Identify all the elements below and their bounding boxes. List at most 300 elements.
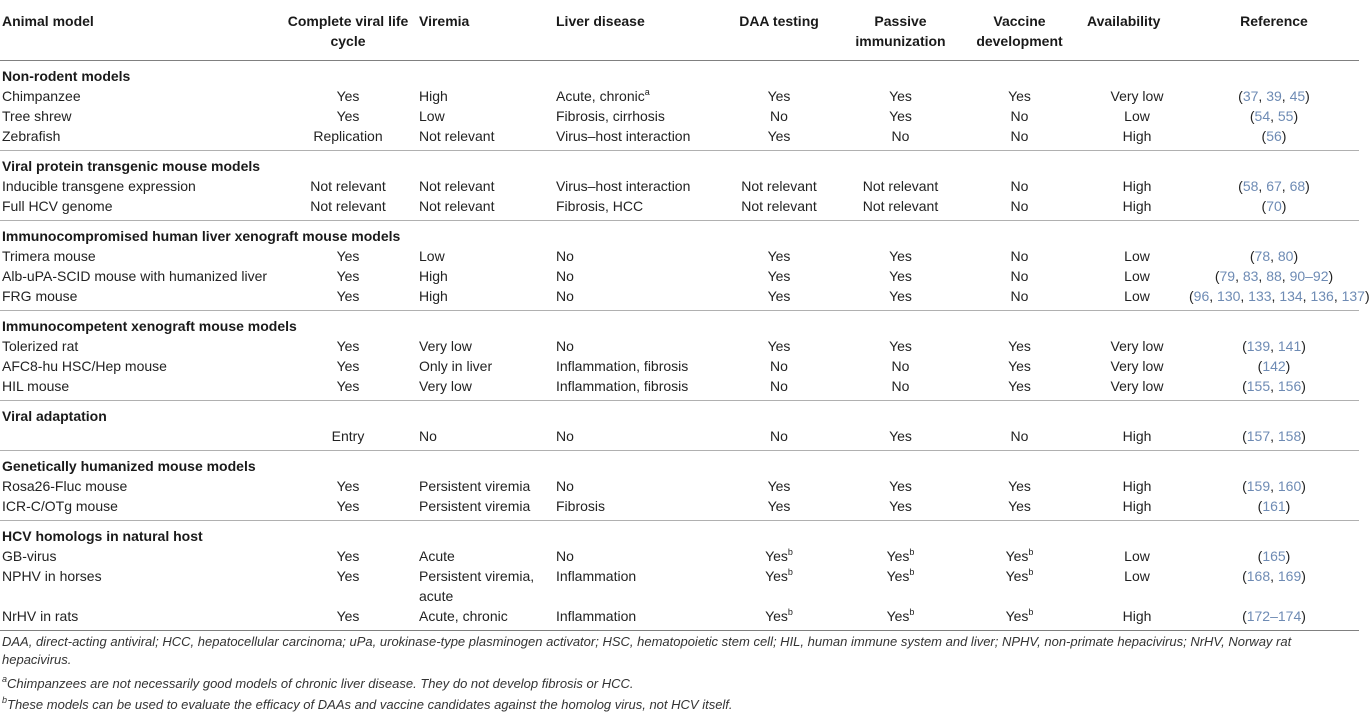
section-header-row <box>0 521 1359 547</box>
cell-reference: (157, 158) <box>1187 426 1359 451</box>
cell-passive-immunization-text: Yes <box>889 428 912 444</box>
cell-passive-immunization <box>847 426 952 451</box>
reference-separator: , <box>1281 178 1290 194</box>
cell-viremia <box>417 286 554 311</box>
reference-link[interactable]: 168 <box>1246 568 1271 584</box>
cell-complete-viral-life-cycle-text: Yes <box>336 568 360 584</box>
cell-animal-model <box>0 246 277 266</box>
section-header-row <box>0 221 1359 247</box>
cell-availability <box>1085 476 1187 496</box>
reference-link[interactable]: 155 <box>1246 378 1271 394</box>
cell-passive-immunization-text: Not relevant <box>862 178 939 194</box>
cell-daa-testing-text: Yes <box>767 248 791 264</box>
table-row <box>0 476 1359 496</box>
cell-passive-immunization-text: Yes <box>889 478 912 494</box>
cell-availability <box>1085 106 1187 126</box>
footnote-mark: b <box>787 567 793 577</box>
reference-link[interactable]: 79 <box>1219 268 1236 284</box>
cell-liver-disease-text: Inflammation <box>556 568 637 584</box>
cell-availability <box>1085 336 1187 356</box>
cell-availability-text: High <box>1122 178 1152 194</box>
reference-link[interactable]: 157 <box>1246 428 1271 444</box>
section-title: HCV homologs in natural host <box>2 528 203 544</box>
cell-daa-testing <box>709 176 847 196</box>
cell-availability <box>1085 126 1187 151</box>
cell-daa-testing <box>709 356 847 376</box>
footnote-mark: b <box>1028 607 1034 617</box>
reference-separator: , <box>1333 288 1342 304</box>
cell-animal-model-text: Trimera mouse <box>2 248 96 264</box>
cell-vaccine-development-text: No <box>1010 128 1029 144</box>
cell-reference: (142) <box>1257 358 1291 374</box>
cell-reference: (79, 83, 88, 90–92) <box>1214 268 1334 284</box>
cell-complete-viral-life-cycle <box>277 286 417 311</box>
reference-link[interactable]: 130 <box>1217 288 1241 304</box>
cell-vaccine-development-text: Yes <box>1008 358 1031 374</box>
cell-passive-immunization-text: Yes <box>889 338 912 354</box>
cell-liver-disease <box>554 356 709 376</box>
cell-daa-testing-text: No <box>770 358 788 374</box>
cell-vaccine-development-text: No <box>1010 108 1029 124</box>
cell-vaccine-development <box>952 286 1085 311</box>
footnote-abbreviations: DAA, direct-acting antiviral; HCC, hepatocellular carcinoma; uPa, urokinase-type plasminogen activator; HSC, hematopoietic stem cell; HIL, human immune system and liver; NPHV, non-primate hepacivirus; NrHV, Norway rat hepacivirus. <box>2 634 1292 667</box>
cell-animal-model-text: Chimpanzee <box>2 88 81 104</box>
reference-link[interactable]: 158 <box>1277 428 1302 444</box>
cell-viremia <box>417 546 554 566</box>
cell-vaccine-development <box>952 476 1085 496</box>
cell-passive-immunization <box>847 126 952 151</box>
cell-viremia <box>417 176 554 196</box>
cell-viremia-text: Persistent viremia, acute <box>419 568 535 604</box>
reference-link[interactable]: 55 <box>1277 108 1294 124</box>
cell-vaccine-development-text: Yes <box>1008 338 1031 354</box>
cell-complete-viral-life-cycle <box>277 336 417 356</box>
cell-vaccine-development-text: Yes <box>1005 608 1029 624</box>
reference-separator: , <box>1258 268 1267 284</box>
reference-separator: , <box>1209 288 1218 304</box>
reference-link[interactable]: 45 <box>1289 88 1306 104</box>
cell-daa-testing <box>709 286 847 311</box>
cell-complete-viral-life-cycle-text: Yes <box>336 358 360 374</box>
table-row <box>0 606 1359 631</box>
cell-vaccine-development <box>952 376 1085 401</box>
cell-liver-disease-text: No <box>556 288 574 304</box>
cell-reference: (37, 39, 45) <box>1238 88 1310 104</box>
cell-passive-immunization <box>847 106 952 126</box>
cell-vaccine-development <box>952 246 1085 266</box>
footnote-mark: b <box>909 607 915 617</box>
cell-animal-model <box>0 496 277 521</box>
cell-passive-immunization <box>847 566 952 606</box>
reference-separator: , <box>1270 108 1278 124</box>
cell-passive-immunization <box>847 196 952 221</box>
table-body <box>0 61 1370 631</box>
cell-liver-disease-text: Fibrosis <box>556 498 606 514</box>
cell-viremia <box>417 86 554 106</box>
cell-vaccine-development-text: No <box>1010 198 1029 214</box>
cell-vaccine-development-text: No <box>1010 178 1029 194</box>
cell-availability-text: Low <box>1124 568 1150 584</box>
table-footnotes <box>0 631 1359 714</box>
cell-animal-model <box>0 546 277 566</box>
reference-link[interactable]: 67 <box>1266 178 1282 194</box>
reference-separator: , <box>1281 268 1290 284</box>
cell-animal-model-text: Alb-uPA-SCID mouse with humanized liver <box>2 268 268 284</box>
cell-animal-model <box>0 356 277 376</box>
cell-viremia-text: High <box>419 268 448 284</box>
cell-complete-viral-life-cycle <box>277 566 417 606</box>
reference-link[interactable]: 134 <box>1279 288 1303 304</box>
cell-animal-model-text: Full HCV genome <box>2 198 113 214</box>
cell-liver-disease <box>554 86 709 106</box>
table-row <box>0 336 1359 356</box>
cell-viremia-text: Only in liver <box>419 358 493 374</box>
cell-passive-immunization-text: No <box>891 128 910 144</box>
cell-liver-disease-text: Acute, chronic <box>556 88 645 104</box>
cell-daa-testing-text: Yes <box>765 568 788 584</box>
cell-passive-immunization-text: Yes <box>889 498 912 514</box>
cell-viremia-text: Very low <box>419 378 472 394</box>
reference-link[interactable]: 70 <box>1266 198 1282 214</box>
cell-animal-model <box>0 336 277 356</box>
cell-liver-disease <box>554 126 709 151</box>
cell-vaccine-development-text: Yes <box>1005 568 1029 584</box>
reference-link[interactable]: 80 <box>1277 248 1294 264</box>
cell-complete-viral-life-cycle <box>277 266 417 286</box>
reference-link[interactable]: 169 <box>1277 568 1302 584</box>
reference-link[interactable]: 88 <box>1266 268 1282 284</box>
reference-link[interactable]: 159 <box>1246 478 1271 494</box>
cell-animal-model <box>0 196 277 221</box>
cell-passive-immunization <box>847 246 952 266</box>
cell-vaccine-development <box>952 176 1085 196</box>
cell-passive-immunization <box>847 546 952 566</box>
cell-complete-viral-life-cycle-text: Yes <box>336 478 360 494</box>
cell-vaccine-development-text: Yes <box>1008 88 1031 104</box>
cell-liver-disease-text: Virus–host interaction <box>556 178 691 194</box>
table-row <box>0 126 1359 151</box>
cell-viremia-text: Not relevant <box>419 128 495 144</box>
cell-availability-text: Very low <box>1110 338 1164 354</box>
section-title: Viral protein transgenic mouse models <box>2 158 261 174</box>
cell-daa-testing <box>709 546 847 566</box>
table-header-row <box>0 0 1359 61</box>
cell-complete-viral-life-cycle-text: Not relevant <box>310 198 386 214</box>
footnote-mark: b <box>1028 567 1034 577</box>
cell-liver-disease <box>554 376 709 401</box>
cell-daa-testing <box>709 566 847 606</box>
reference-link[interactable]: 160 <box>1277 478 1302 494</box>
cell-availability-text: Low <box>1124 268 1150 284</box>
cell-passive-immunization <box>847 476 952 496</box>
cell-passive-immunization <box>847 86 952 106</box>
reference-link[interactable]: 137 <box>1341 288 1365 304</box>
cell-daa-testing-text: Yes <box>765 608 788 624</box>
footnote-a <box>2 675 1359 693</box>
cell-passive-immunization <box>847 266 952 286</box>
cell-liver-disease-text: Inflammation, fibrosis <box>556 378 689 394</box>
cell-liver-disease-text: Inflammation <box>556 608 637 624</box>
cell-availability-text: Low <box>1124 288 1150 304</box>
cell-passive-immunization-text: Yes <box>889 288 912 304</box>
table-row <box>0 86 1359 106</box>
table-row <box>0 266 1359 286</box>
header-animal-model: Animal model <box>0 0 277 61</box>
cell-animal-model-text: Tree shrew <box>2 108 72 124</box>
cell-passive-immunization <box>847 356 952 376</box>
cell-availability <box>1085 266 1187 286</box>
cell-animal-model <box>0 426 277 451</box>
cell-passive-immunization-text: Yes <box>886 548 910 564</box>
cell-complete-viral-life-cycle-text: Yes <box>336 548 360 564</box>
cell-complete-viral-life-cycle-text: Not relevant <box>310 178 386 194</box>
cell-passive-immunization-text: No <box>891 378 910 394</box>
table-row <box>0 546 1359 566</box>
reference-link[interactable]: 142 <box>1262 358 1286 374</box>
cell-liver-disease-text: Fibrosis, cirrhosis <box>556 108 665 124</box>
cell-viremia <box>417 336 554 356</box>
reference-link[interactable]: 165 <box>1262 548 1286 564</box>
cell-liver-disease-text: No <box>556 338 574 354</box>
section-title: Non-rodent models <box>2 68 131 84</box>
cell-daa-testing <box>709 126 847 151</box>
cell-availability-text: Very low <box>1110 88 1164 104</box>
cell-passive-immunization-text: Yes <box>889 268 912 284</box>
cell-complete-viral-life-cycle <box>277 126 417 151</box>
reference-link[interactable]: 68 <box>1289 178 1306 194</box>
cell-animal-model <box>0 176 277 196</box>
cell-liver-disease <box>554 176 709 196</box>
cell-reference: (70) <box>1187 196 1359 221</box>
table-row <box>0 106 1359 126</box>
cell-daa-testing-text: Yes <box>767 498 791 514</box>
cell-passive-immunization-text: Not relevant <box>862 198 939 214</box>
cell-liver-disease <box>554 196 709 221</box>
cell-animal-model <box>0 86 277 106</box>
cell-complete-viral-life-cycle-text: Yes <box>336 248 360 264</box>
reference-separator: , <box>1240 288 1249 304</box>
table-row <box>0 376 1359 401</box>
reference-separator: , <box>1235 268 1243 284</box>
cell-animal-model-text: FRG mouse <box>2 288 78 304</box>
footnote-a-mark: a <box>2 674 8 684</box>
cell-reference: (161) <box>1187 496 1359 521</box>
cell-vaccine-development <box>952 336 1085 356</box>
cell-daa-testing-text: No <box>770 108 788 124</box>
cell-vaccine-development <box>952 196 1085 221</box>
cell-viremia-text: Persistent viremia <box>419 478 531 494</box>
table-row <box>0 356 1359 376</box>
cell-viremia <box>417 376 554 401</box>
reference-separator: , <box>1258 178 1267 194</box>
reference-link[interactable]: 90–92 <box>1289 268 1329 284</box>
cell-animal-model <box>0 106 277 126</box>
cell-reference: (58, 67, 68) <box>1238 178 1310 194</box>
cell-daa-testing <box>709 86 847 106</box>
footnote-b-mark: b <box>2 695 8 705</box>
cell-viremia-text: High <box>419 288 448 304</box>
table-row <box>0 196 1359 221</box>
cell-vaccine-development <box>952 496 1085 521</box>
cell-liver-disease-text: Virus–host interaction <box>556 128 691 144</box>
cell-liver-disease-text: No <box>556 548 574 564</box>
footnote-mark: b <box>909 547 915 557</box>
reference-link[interactable]: 96 <box>1193 288 1210 304</box>
cell-vaccine-development <box>952 86 1085 106</box>
cell-vaccine-development <box>952 356 1085 376</box>
cell-passive-immunization <box>847 376 952 401</box>
cell-availability <box>1085 546 1187 566</box>
cell-animal-model <box>0 376 277 401</box>
cell-availability <box>1085 356 1187 376</box>
reference-link[interactable]: 37 <box>1242 88 1259 104</box>
cell-daa-testing <box>709 496 847 521</box>
cell-animal-model-text: AFC8-hu HSC/Hep mouse <box>2 358 167 374</box>
cell-viremia <box>417 426 554 451</box>
cell-viremia <box>417 356 554 376</box>
cell-liver-disease <box>554 336 709 356</box>
cell-animal-model-text: Zebrafish <box>2 128 61 144</box>
cell-availability <box>1085 566 1187 606</box>
cell-vaccine-development-text: No <box>1010 288 1029 304</box>
reference-separator: , <box>1281 88 1290 104</box>
section-header-row <box>0 401 1359 427</box>
cell-availability <box>1085 196 1187 221</box>
cell-viremia <box>417 126 554 151</box>
section-header-row <box>0 61 1359 87</box>
reference-link[interactable]: 54 <box>1254 108 1271 124</box>
cell-animal-model-text: ICR-C/OTg mouse <box>2 498 118 514</box>
cell-viremia <box>417 246 554 266</box>
cell-animal-model-text: HIL mouse <box>2 378 70 394</box>
cell-availability-text: High <box>1122 428 1152 444</box>
cell-vaccine-development <box>952 566 1085 606</box>
cell-passive-immunization-text: Yes <box>886 568 910 584</box>
cell-availability-text: Low <box>1124 548 1150 564</box>
cell-daa-testing-text: Yes <box>767 88 791 104</box>
cell-viremia-text: Not relevant <box>419 178 495 194</box>
table-row <box>0 496 1359 521</box>
cell-complete-viral-life-cycle <box>277 606 417 631</box>
cell-viremia <box>417 196 554 221</box>
footnote-a-text: Chimpanzees are not necessarily good models of chronic liver disease. They do not develop fibrosis or HCC. <box>7 676 634 691</box>
cell-passive-immunization-text: Yes <box>889 108 912 124</box>
reference-separator: , <box>1270 428 1278 444</box>
cell-liver-disease-text: No <box>556 478 574 494</box>
section-title: Immunocompetent xenograft mouse models <box>2 318 297 334</box>
cell-passive-immunization <box>847 286 952 311</box>
cell-availability-text: Low <box>1124 108 1150 124</box>
header-viremia: Viremia <box>417 0 554 61</box>
cell-vaccine-development-text: No <box>1010 268 1029 284</box>
reference-link[interactable]: 78 <box>1254 248 1271 264</box>
cell-complete-viral-life-cycle <box>277 196 417 221</box>
reference-link[interactable]: 58 <box>1242 178 1259 194</box>
cell-daa-testing-text: No <box>770 378 788 394</box>
cell-passive-immunization <box>847 496 952 521</box>
cell-vaccine-development-text: Yes <box>1008 378 1031 394</box>
cell-vaccine-development-text: No <box>1010 428 1029 444</box>
cell-complete-viral-life-cycle-text: Yes <box>336 338 360 354</box>
cell-daa-testing-text: Yes <box>767 478 791 494</box>
cell-availability <box>1085 86 1187 106</box>
cell-passive-immunization-text: Yes <box>889 248 912 264</box>
cell-complete-viral-life-cycle <box>277 546 417 566</box>
cell-passive-immunization-text: Yes <box>886 608 910 624</box>
cell-animal-model-text: Rosa26-Fluc mouse <box>2 478 128 494</box>
header-reference: Reference <box>1187 0 1359 61</box>
cell-availability <box>1085 496 1187 521</box>
reference-link[interactable]: 39 <box>1266 88 1282 104</box>
cell-reference: (96, 130, 133, 134, 136, 137) <box>1187 286 1359 311</box>
cell-viremia <box>417 266 554 286</box>
reference-separator: , <box>1270 378 1278 394</box>
reference-link[interactable]: 156 <box>1277 378 1302 394</box>
reference-link[interactable]: 139 <box>1246 338 1271 354</box>
cell-complete-viral-life-cycle <box>277 476 417 496</box>
table-row <box>0 246 1359 266</box>
cell-daa-testing <box>709 376 847 401</box>
cell-complete-viral-life-cycle-text: Yes <box>336 608 360 624</box>
cell-complete-viral-life-cycle <box>277 86 417 106</box>
table-row <box>0 426 1359 451</box>
cell-liver-disease <box>554 546 709 566</box>
cell-daa-testing-text: Not relevant <box>741 178 817 194</box>
cell-animal-model <box>0 476 277 496</box>
cell-complete-viral-life-cycle <box>277 356 417 376</box>
cell-animal-model-text: NPHV in horses <box>2 568 102 584</box>
reference-separator: , <box>1270 478 1278 494</box>
cell-complete-viral-life-cycle-text: Yes <box>336 108 360 124</box>
cell-availability <box>1085 246 1187 266</box>
cell-viremia-text: Low <box>419 248 445 264</box>
header-vaccine-development: Vaccine development <box>952 0 1085 61</box>
cell-liver-disease-text: No <box>556 428 574 444</box>
reference-link[interactable]: 56 <box>1266 128 1282 144</box>
reference-link[interactable]: 133 <box>1248 288 1272 304</box>
cell-vaccine-development <box>952 266 1085 286</box>
cell-daa-testing-text: Not relevant <box>741 198 817 214</box>
cell-vaccine-development <box>952 106 1085 126</box>
cell-liver-disease <box>554 106 709 126</box>
reference-separator: , <box>1270 248 1278 264</box>
reference-link[interactable]: 141 <box>1277 338 1302 354</box>
reference-link[interactable]: 161 <box>1262 498 1286 514</box>
footnote-mark: b <box>909 567 915 577</box>
cell-complete-viral-life-cycle <box>277 376 417 401</box>
cell-vaccine-development-text: Yes <box>1005 548 1029 564</box>
reference-link[interactable]: 172–174 <box>1246 608 1302 624</box>
cell-availability <box>1085 426 1187 451</box>
cell-liver-disease <box>554 566 709 606</box>
cell-availability-text: High <box>1122 608 1152 624</box>
header-passive-immunization: Passive immunization <box>847 0 952 61</box>
cell-complete-viral-life-cycle-text: Entry <box>331 428 365 444</box>
section-title: Immunocompromised human liver xenograft mouse models <box>2 228 401 244</box>
table-row <box>0 286 1359 311</box>
reference-link[interactable]: 136 <box>1310 288 1334 304</box>
reference-link[interactable]: 83 <box>1242 268 1259 284</box>
cell-viremia <box>417 606 554 631</box>
cell-reference: (78, 80) <box>1249 248 1299 264</box>
section-title: Viral adaptation <box>2 408 107 424</box>
cell-viremia-text: Persistent viremia <box>419 498 531 514</box>
cell-complete-viral-life-cycle-text: Yes <box>336 88 360 104</box>
cell-daa-testing-text: No <box>770 428 788 444</box>
cell-daa-testing-text: Yes <box>767 338 791 354</box>
cell-daa-testing <box>709 106 847 126</box>
reference-separator: , <box>1270 568 1278 584</box>
